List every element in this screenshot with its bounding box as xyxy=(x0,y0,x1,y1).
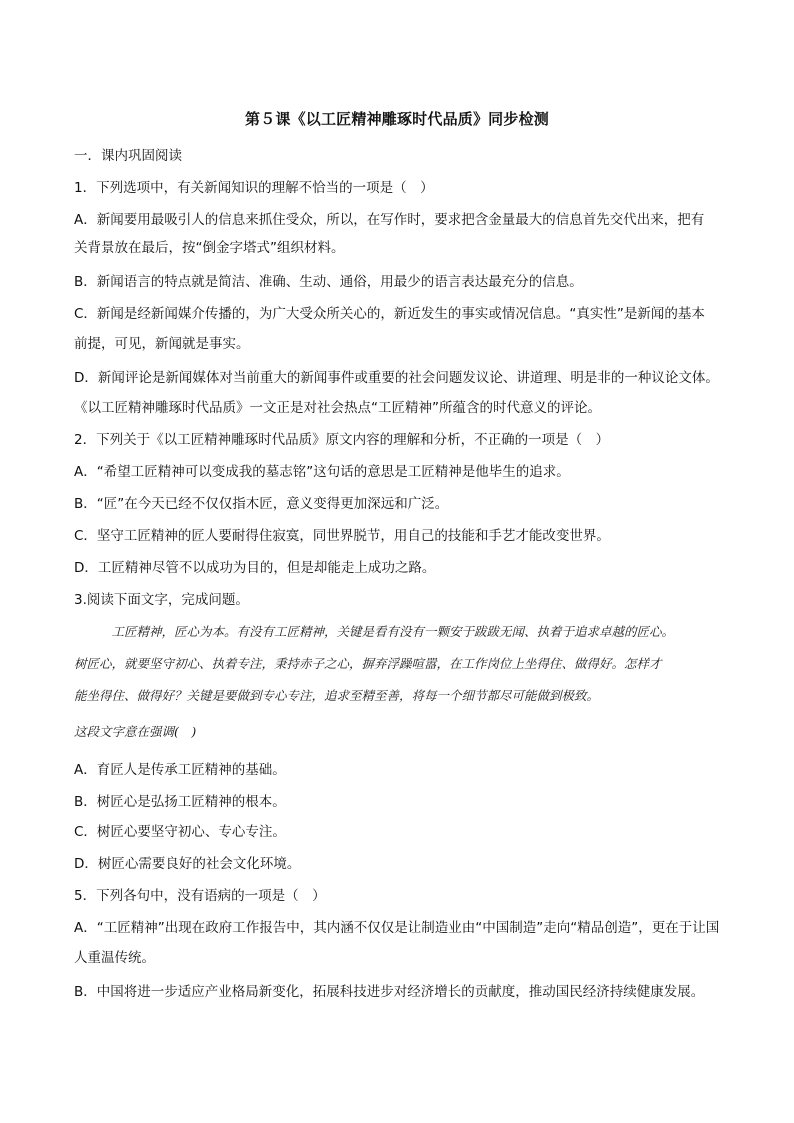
question-2-option-a: A．“希望工匠精神可以变成我的墓志铭”这句话的意思是工匠精神是他毕生的追求。 xyxy=(74,464,570,480)
question-5-stem: 5．下列各句中，没有语病的一项是（ ） xyxy=(74,888,326,904)
question-2-option-c: C．坚守工匠精神的匠人要耐得住寂寞，同世界脱节，用自己的技能和手艺才能改变世界。 xyxy=(74,528,610,544)
question-5-option-a-cont: 人重温传统。 xyxy=(74,950,155,966)
reading-passage-line-1: 工匠精神，匠心为本。有没有工匠精神，关键是看有没有一颗安于跋跋无闻、执着于追求卓越的匠心。 xyxy=(74,624,675,639)
question-1-option-d-cont: 《以工匠精神雕琢时代品质》一文正是对社会热点“工匠精神”所蕴含的时代意义的评论。 xyxy=(74,400,601,416)
question-5-option-b: B．中国将进一步适应产业格局新变化，拓展科技进步对经济增长的贡献度，推动国民经济持续健康发展。 xyxy=(74,984,705,1000)
question-2-option-d: D．工匠精神尽管不以成功为目的，但是却能走上成功之路。 xyxy=(74,560,436,576)
question-3-option-a: A．育匠人是传承工匠精神的基础。 xyxy=(74,762,286,778)
question-3-option-d: D．树匠心需要良好的社会文化环境。 xyxy=(74,856,301,872)
question-1-option-c: C．新闻是经新闻媒介传播的，为广大受众所关心的，新近发生的事实或情况信息。“真实性”是新闻的基本 xyxy=(74,306,705,322)
question-3-prompt: 这段文字意在强调( ) xyxy=(74,724,197,739)
question-2-stem: 2．下列关于《以工匠精神雕琢时代品质》原文内容的理解和分析，不正确的一项是（ ） xyxy=(74,432,610,448)
question-3-stem: 3.阅读下面文字，完成问题。 xyxy=(74,592,249,608)
question-1-stem: 1．下列选项中，有关新闻知识的理解不恰当的一项是（ ） xyxy=(74,180,434,196)
question-1-option-a: A．新闻要用最吸引人的信息来抓住受众，所以，在写作时，要求把含金量最大的信息首先交代出来，把有 xyxy=(74,212,705,228)
question-1-option-d: D．新闻评论是新闻媒体对当前重大的新闻事件或重要的社会问题发议论、讲道理、明是非的一种议论文体。 xyxy=(74,370,719,386)
question-1-option-c-cont: 前提，可见，新闻就是事实。 xyxy=(74,336,250,352)
section-heading: 一．课内巩固阅读 xyxy=(74,148,182,164)
question-3-option-c: C．树匠心要坚守初心、专心专注。 xyxy=(74,824,286,840)
reading-passage-line-3: 能坐得住、做得好？关键是要做到专心专注，追求至精至善，将每一个细节都尽可能做到极致。 xyxy=(74,688,600,703)
question-3-option-b: B．树匠心是弘扬工匠精神的根本。 xyxy=(74,794,286,810)
reading-passage-line-2: 树匠心，就要坚守初心、执着专注，秉持赤子之心，摒弃浮躁喧嚣，在工作岗位上坐得住、做得好。怎样才 xyxy=(74,656,662,671)
question-2-option-b: B．“匠”在今天已经不仅仅指木匠，意义变得更加深远和广泛。 xyxy=(74,496,449,512)
page-title: 第５课《以工匠精神雕琢时代品质》同步检测 xyxy=(244,110,549,128)
question-5-option-a: A．“工匠精神”出现在政府工作报告中，其内涵不仅仅是让制造业由“中国制造”走向“精品创造”，更在于让国 xyxy=(74,920,720,936)
question-1-option-b: B．新闻语言的特点就是简洁、准确、生动、通俗，用最少的语言表达最充分的信息。 xyxy=(74,274,583,290)
question-1-option-a-cont: 关背景放在最后，按“倒金字塔式”组织材料。 xyxy=(74,240,345,256)
